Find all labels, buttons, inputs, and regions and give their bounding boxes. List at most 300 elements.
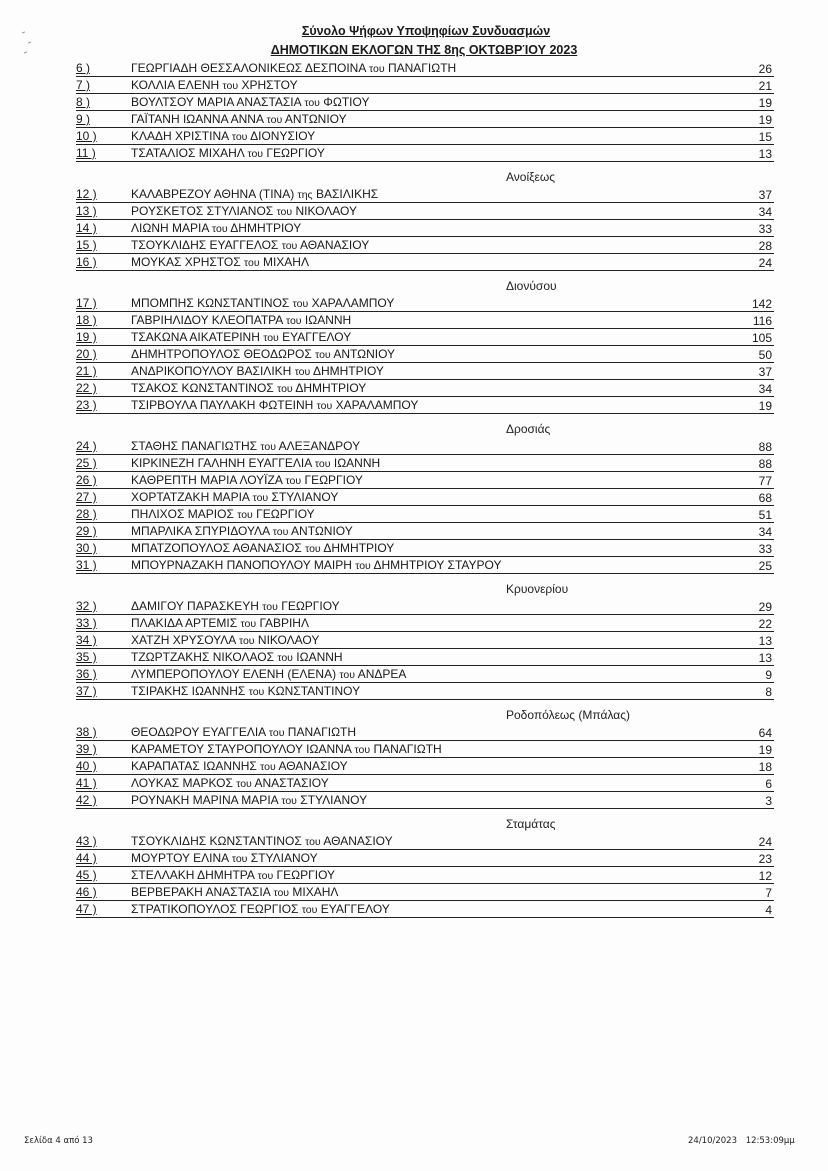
relation-word: του: [247, 148, 264, 160]
relation-word: του: [305, 836, 321, 848]
candidate-surname: ΤΣΙΡΑΚΗΣ ΙΩΑΝΝΗΣ: [131, 684, 246, 698]
table-row: [76, 489, 774, 506]
candidate-surname: ΚΙΡΚΙΝΕΖΗ ΓΑΛΗΝΗ ΕΥΑΓΓΕΛΙΑ: [131, 456, 312, 470]
vote-count: 105: [751, 331, 772, 345]
table-row: [76, 792, 774, 809]
candidate-name: [131, 220, 301, 238]
vote-count: 37: [758, 365, 772, 379]
candidate-surname: ΓΑΒΡΙΗΛΙΔΟΥ ΚΛΕΟΠΑΤΡΑ: [131, 313, 283, 327]
candidate-surname: ΚΑΛΑΒΡΕΖΟΥ ΑΘΗΝΑ (ΤΙΝΑ): [131, 187, 295, 201]
table-row: [76, 203, 774, 220]
parent-name: ΧΑΡΑΛΑΜΠΟΥ: [311, 296, 395, 310]
relation-word: του: [260, 441, 276, 453]
parent-name: ΣΤΥΛΙΑΝΟΥ: [250, 851, 318, 865]
vote-count: 34: [758, 205, 772, 219]
parent-name: ΜΙΧΑΗΛ: [292, 885, 339, 899]
table-row: [76, 77, 774, 94]
candidate-name: [131, 557, 501, 575]
parent-name: ΑΝΔΡΕΑ: [357, 667, 407, 681]
table-row: [76, 598, 774, 615]
candidate-surname: ΣΤΡΑΤΙΚΟΠΟΥΛΟΣ ΓΕΩΡΓΙΟΣ: [131, 902, 299, 916]
candidate-name: [131, 901, 390, 919]
row-number: 31 ): [76, 558, 97, 572]
vote-count: 24: [758, 835, 772, 849]
candidate-surname: ΤΣΑΚΟΣ ΚΩΝΣΤΑΝΤΙΝΟΣ: [131, 381, 274, 395]
relation-word: του: [257, 870, 274, 882]
table-row: [76, 295, 774, 312]
table-row: [76, 397, 774, 414]
row-number: 36 ): [76, 667, 97, 681]
candidate-name: [131, 540, 394, 558]
parent-name: ΠΑΝΑΓΙΩΤΗ: [373, 742, 442, 756]
candidate-surname: ΚΛΑΔΗ ΧΡΙΣΤΙΝΑ: [131, 129, 229, 143]
parent-name: ΣΤΥΛΙΑΝΟΥ: [300, 793, 368, 807]
vote-count: 29: [758, 600, 772, 614]
candidate-surname: ΤΖΩΡΤΖΑΚΗΣ ΝΙΚΟΛΑΟΣ: [131, 650, 274, 664]
table-row: [76, 346, 774, 363]
row-number: 44 ): [76, 851, 97, 865]
vote-count: 33: [758, 542, 772, 556]
relation-word: του: [301, 904, 318, 916]
candidate-surname: ΜΠΑΤΖΟΠΟΥΛΟΣ ΑΘΑΝΑΣΙΟΣ: [131, 541, 302, 555]
candidate-surname: ΑΝΔΡΙΚΟΠΟΥΛΟΥ ΒΑΣΙΛΙΚΗ: [131, 364, 292, 378]
vote-count: 12: [758, 869, 772, 883]
candidate-name: [131, 94, 369, 112]
vote-count: 8: [765, 685, 772, 699]
relation-word: του: [244, 257, 260, 269]
relation-word: του: [285, 475, 302, 487]
row-number: 7 ): [76, 78, 91, 92]
candidate-name: [131, 438, 360, 456]
candidate-name: [131, 506, 315, 524]
candidate-name: [131, 397, 418, 415]
section-header: Σταμάτας: [506, 817, 556, 831]
vote-count: 33: [758, 222, 772, 236]
candidate-surname: ΜΟΥΡΤΟΥ ΕΛΙΝΑ: [131, 851, 229, 865]
parent-name: ΑΛΕΞΑΝΔΡΟΥ: [278, 439, 361, 453]
relation-word: του: [248, 686, 265, 698]
parent-name: ΙΩΑΝΝΗ: [304, 313, 352, 327]
candidate-name: [131, 237, 369, 255]
table-row: [76, 60, 774, 77]
table-row: [76, 186, 774, 203]
candidate-name: [131, 346, 395, 364]
vote-count: 9: [765, 668, 772, 682]
vote-count: 4: [765, 903, 772, 917]
row-number: 12 ): [76, 187, 97, 201]
relation-word: του: [272, 526, 289, 538]
candidate-surname: ΚΟΛΛΙΑ ΕΛΕΝΗ: [131, 78, 220, 92]
row-number: 32 ): [76, 599, 97, 613]
candidate-surname: ΒΕΡΒΕΡΑΚΗ ΑΝΑΣΤΑΣΙΑ: [131, 885, 271, 899]
candidate-surname: ΓΕΩΡΓΙΑΔΗ ΘΕΣΣΑΛΟΝΙΚΕΩΣ ΔΕΣΠΟΙΝΑ: [131, 61, 366, 75]
row-number: 41 ): [76, 776, 97, 790]
candidate-surname: ΚΑΡΑΠΑΤΑΣ ΙΩΑΝΝΗΣ: [131, 759, 257, 773]
candidate-surname: ΒΟΥΛΤΣΟΥ ΜΑΡΙΑ ΑΝΑΣΤΑΣΙΑ: [131, 95, 301, 109]
relation-word: του: [305, 543, 321, 555]
vote-count: 68: [758, 491, 772, 505]
vote-count: 22: [758, 617, 772, 631]
row-number: 30 ): [76, 541, 97, 555]
table-row: [76, 94, 774, 111]
row-number: 42 ): [76, 793, 97, 807]
relation-word: του: [240, 618, 257, 630]
relation-word: του: [354, 744, 371, 756]
relation-word: του: [260, 761, 276, 773]
row-number: 28 ): [76, 507, 97, 521]
vote-count: 34: [758, 382, 772, 396]
relation-word: του: [277, 652, 293, 664]
row-number: 18 ): [76, 313, 97, 327]
candidate-name: [131, 758, 348, 776]
row-number: 19 ): [76, 330, 97, 344]
candidate-name: [131, 145, 325, 163]
parent-name: ΑΝΤΩΝΙΟΥ: [333, 347, 396, 361]
row-number: 23 ): [76, 398, 97, 412]
candidate-surname: ΠΗΛΙΧΟΣ ΜΑΡΙΟΣ: [131, 507, 234, 521]
relation-word: του: [231, 853, 248, 865]
relation-word: της: [297, 189, 313, 201]
table-row: [76, 649, 774, 666]
relation-word: του: [231, 131, 248, 143]
candidate-name: [131, 111, 347, 129]
candidate-surname: ΤΣΙΡΒΟΥΛΑ ΠΑΥΛΑΚΗ ΦΩΤΕΙΝΗ: [131, 398, 314, 412]
parent-name: ΒΑΣΙΛΙΚΗΣ: [315, 187, 379, 201]
parent-name: ΑΘΑΝΑΣΙΟΥ: [323, 834, 393, 848]
relation-word: του: [276, 206, 293, 218]
row-number: 14 ): [76, 221, 97, 235]
candidate-surname: ΛΙΩΝΗ ΜΑΡΙΑ: [131, 221, 209, 235]
relation-word: του: [262, 601, 278, 613]
vote-count: 116: [752, 314, 772, 328]
vote-count: 24: [758, 256, 772, 270]
row-number: 10 ): [76, 129, 97, 143]
row-number: 43 ): [76, 834, 97, 848]
candidate-surname: ΓΑΪΤΑΝΗ ΙΩΑΝΝΑ ΑΝΝΑ: [131, 112, 264, 126]
candidate-name: [131, 775, 329, 793]
row-number: 38 ): [76, 725, 97, 739]
table-row: [76, 220, 774, 237]
row-number: 16 ): [76, 255, 97, 269]
parent-name: ΠΑΝΑΓΙΩΤΗ: [387, 61, 457, 75]
table-row: [76, 666, 774, 683]
parent-name: ΓΕΩΡΓΙΟΥ: [276, 868, 336, 882]
row-number: 33 ): [76, 616, 97, 630]
row-number: 21 ): [76, 364, 97, 378]
relation-word: του: [252, 492, 269, 504]
candidate-surname: ΔΗΜΗΤΡΟΠΟΥΛΟΣ ΘΕΟΔΩΡΟΣ: [131, 347, 312, 361]
parent-name: ΦΩΤΙΟΥ: [323, 95, 370, 109]
vote-count: 21: [758, 79, 772, 93]
parent-name: ΙΩΑΝΝΗ: [333, 456, 381, 470]
relation-word: του: [273, 887, 290, 899]
candidate-name: [131, 666, 406, 684]
results-table: [76, 60, 774, 918]
parent-name: ΑΝΑΣΤΑΣΙΟΥ: [254, 776, 329, 790]
candidate-surname: ΣΤΑΘΗΣ ΠΑΝΑΓΙΩΤΗΣ: [131, 439, 258, 453]
row-number: 15 ): [76, 238, 97, 252]
parent-name: ΓΑΒΡΙΗΛ: [259, 616, 309, 630]
row-number: 45 ): [76, 868, 97, 882]
vote-count: 28: [758, 239, 772, 253]
table-row: [76, 867, 774, 884]
parent-name: ΑΝΤΩΝΙΟΥ: [284, 112, 347, 126]
table-row: [76, 506, 774, 523]
vote-count: 3: [765, 794, 772, 808]
parent-name: ΓΕΩΡΓΙΟΥ: [266, 146, 325, 160]
row-number: 39 ): [76, 742, 97, 756]
parent-name: ΑΘΑΝΑΣΙΟΥ: [278, 759, 348, 773]
candidate-name: [131, 884, 338, 902]
vote-count: 25: [758, 559, 772, 573]
row-number: 34 ): [76, 633, 97, 647]
relation-word: του: [315, 349, 331, 361]
row-number: 46 ): [76, 885, 97, 899]
table-row: [76, 312, 774, 329]
candidate-surname: ΜΠΟΜΠΗΣ ΚΩΝΣΤΑΝΤΙΝΟΣ: [131, 296, 290, 310]
row-number: 17 ): [76, 296, 97, 310]
row-number: 26 ): [76, 473, 97, 487]
relation-word: του: [294, 366, 311, 378]
table-row: [76, 329, 774, 346]
vote-count: 26: [758, 62, 772, 76]
vote-count: 19: [758, 399, 772, 413]
candidate-surname: ΤΣΟΥΚΛΙΔΗΣ ΕΥΑΓΓΕΛΟΣ: [131, 238, 279, 252]
print-timestamp: [688, 1136, 795, 1146]
candidate-surname: ΡΟΥΝΑΚΗ ΜΑΡΙΝΑ ΜΑΡΙΑ: [131, 793, 278, 807]
table-row: [76, 455, 774, 472]
document-subtitle: ΔΗΜΟΤΙΚΩΝ ΕΚΛΟΓΩΝ ΤΗΣ 8ης ΟΚΤΩΒΡΊΟΥ 2023: [270, 43, 578, 57]
table-row: [76, 615, 774, 632]
vote-count: 50: [758, 348, 772, 362]
candidate-surname: ΧΑΤΖΗ ΧΡΥΣΟΥΛΑ: [131, 633, 236, 647]
parent-name: ΚΩΝΣΤΑΝΤΙΝΟΥ: [267, 684, 361, 698]
candidate-name: [131, 833, 393, 851]
table-row: [76, 540, 774, 557]
parent-name: ΑΘΑΝΑΣΙΟΥ: [299, 238, 370, 252]
candidate-surname: ΚΑΡΑΜΕΤΟΥ ΣΤΑΥΡΟΠΟΥΛΟΥ ΙΩΑΝΝΑ: [131, 742, 352, 756]
relation-word: του: [212, 223, 228, 235]
section-header: Ανοίξεως: [506, 170, 556, 184]
row-number: 22 ): [76, 381, 97, 395]
section-header: Δροσιάς: [506, 422, 551, 436]
candidate-surname: ΧΟΡΤΑΤΖΑΚΗ ΜΑΡΙΑ: [131, 490, 250, 504]
table-row: [76, 237, 774, 254]
vote-count: 18: [758, 760, 772, 774]
section-header: Ροδοπόλεως (Μπάλας): [506, 708, 630, 722]
relation-word: του: [281, 240, 298, 252]
candidate-surname: ΛΥΜΠΕΡΟΠΟΥΛΟΥ ΕΛΕΝΗ (ΕΛΕΝΑ): [131, 667, 337, 681]
candidate-name: [131, 724, 356, 742]
candidate-name: [131, 850, 318, 868]
section-header: Διονύσου: [506, 279, 557, 293]
candidate-surname: ΜΟΥΚΑΣ ΧΡΗΣΤΟΣ: [131, 255, 241, 269]
vote-count: 13: [758, 651, 772, 665]
document-title: Σύνολο Ψήφων Υποψηφίων Συνδυασμών: [301, 24, 551, 38]
candidate-surname: ΔΑΜΙΓΟΥ ΠΑΡΑΣΚΕΥΗ: [131, 599, 259, 613]
row-number: 29 ): [76, 524, 97, 538]
candidate-name: [131, 254, 309, 272]
candidate-surname: ΜΠΑΡΛΙΚΑ ΣΠΥΡΙΔΟΥΛΑ: [131, 524, 270, 538]
row-number: 37 ): [76, 684, 97, 698]
candidate-name: [131, 683, 360, 701]
table-row: [76, 758, 774, 775]
table-row: [76, 472, 774, 489]
candidate-name: [131, 792, 367, 810]
candidate-name: [131, 598, 340, 616]
relation-word: του: [277, 383, 293, 395]
candidate-surname: ΠΛΑΚΙΔΑ ΑΡΤΕΜΙΣ: [131, 616, 238, 630]
relation-word: του: [316, 400, 333, 412]
relation-word: του: [281, 795, 297, 807]
candidate-surname: ΘΕΟΔΩΡΟΥ ΕΥΑΓΓΕΛΙΑ: [131, 725, 266, 739]
parent-name: ΧΡΗΣΤΟΥ: [241, 78, 298, 92]
parent-name: ΜΙΧΑΗΛ: [262, 255, 309, 269]
parent-name: ΝΙΚΟΛΑΟΥ: [295, 204, 357, 218]
table-row: [76, 438, 774, 455]
candidate-surname: ΡΟΥΣΚΕΤΟΣ ΣΤΥΛΙΑΝΟΣ: [131, 204, 274, 218]
candidate-name: [131, 523, 353, 541]
candidate-name: [131, 312, 351, 330]
table-row: [76, 111, 774, 128]
vote-count: 88: [758, 440, 772, 454]
row-number: 6 ): [76, 61, 91, 75]
table-row: [76, 632, 774, 649]
parent-name: ΠΑΝΑΓΙΩΤΗ: [287, 725, 357, 739]
row-number: 25 ): [76, 456, 97, 470]
table-row: [76, 254, 774, 271]
table-row: [76, 683, 774, 700]
relation-word: του: [292, 298, 309, 310]
table-row: [76, 523, 774, 540]
vote-count: 64: [758, 726, 772, 740]
relation-word: του: [339, 669, 356, 681]
relation-word: του: [222, 80, 239, 92]
table-row: [76, 380, 774, 397]
row-number: 24 ): [76, 439, 97, 453]
row-number: 40 ): [76, 759, 97, 773]
parent-name: ΧΑΡΑΛΑΜΠΟΥ: [335, 398, 419, 412]
parent-name: ΔΙΟΝΥΣΙΟΥ: [250, 129, 316, 143]
row-number: 13 ): [76, 204, 97, 218]
candidate-name: [131, 380, 366, 398]
relation-word: του: [304, 97, 320, 109]
candidate-name: [131, 489, 338, 507]
print-time: 12:53:09μμ: [745, 1136, 795, 1146]
print-date: 24/10/2023: [688, 1136, 737, 1146]
vote-count: 88: [758, 457, 772, 471]
relation-word: του: [355, 560, 371, 572]
row-number: 27 ): [76, 490, 97, 504]
candidate-surname: ΤΣΑΤΑΛΙΟΣ ΜΙΧΑΗΛ: [131, 146, 245, 160]
table-row: [76, 363, 774, 380]
section-header: Κρυονερίου: [506, 582, 569, 596]
candidate-name: [131, 77, 298, 95]
parent-name: ΑΝΤΩΝΙΟΥ: [291, 524, 353, 538]
vote-count: 19: [758, 113, 772, 127]
row-number: 47 ): [76, 902, 97, 916]
candidate-name: [131, 649, 343, 667]
vote-count: 7: [765, 886, 772, 900]
row-number: 9 ): [76, 112, 91, 126]
candidate-name: [131, 128, 315, 146]
relation-word: του: [236, 778, 252, 790]
table-row: [76, 775, 774, 792]
vote-count: 23: [758, 852, 772, 866]
parent-name: ΓΕΩΡΓΙΟΥ: [281, 599, 340, 613]
parent-name: ΔΗΜΗΤΡΙΟΥ: [295, 381, 367, 395]
candidate-surname: ΚΑΘΡΕΠΤΗ ΜΑΡΙΑ ΛΟΥΪΖΑ: [131, 473, 283, 487]
row-number: 20 ): [76, 347, 97, 361]
vote-count: 37: [758, 188, 772, 202]
candidate-name: [131, 60, 456, 78]
table-row: [76, 557, 774, 574]
parent-name: ΔΗΜΗΤΡΙΟΥ: [312, 364, 384, 378]
row-number: 11 ): [76, 146, 96, 160]
candidate-surname: ΤΣΟΥΚΛΙΔΗΣ ΚΩΝΣΤΑΝΤΙΝΟΣ: [131, 834, 302, 848]
candidate-name: [131, 363, 384, 381]
parent-name: ΙΩΑΝΝΗ: [296, 650, 343, 664]
candidate-name: [131, 203, 357, 221]
table-row: [76, 901, 774, 918]
vote-count: 142: [751, 297, 772, 311]
parent-name: ΕΥΑΓΓΕΛΟΥ: [282, 330, 352, 344]
parent-name: ΔΗΜΗΤΡΙΟΥ: [323, 541, 395, 555]
candidate-surname: ΛΟΥΚΑΣ ΜΑΡΚΟΣ: [131, 776, 233, 790]
vote-count: 15: [758, 130, 772, 144]
table-row: [76, 884, 774, 901]
candidate-name: [131, 186, 378, 204]
relation-word: του: [369, 63, 385, 75]
candidate-name: [131, 329, 351, 347]
candidate-surname: ΜΠΟΥΡΝΑΖΑΚΗ ΠΑΝΟΠΟΥΛΟΥ ΜΑΙΡΗ: [131, 558, 352, 572]
table-row: [76, 833, 774, 850]
vote-count: 19: [758, 96, 772, 110]
parent-name: ΓΕΩΡΓΙΟΥ: [304, 473, 363, 487]
parent-name: ΕΥΑΓΓΕΛΟΥ: [320, 902, 390, 916]
relation-word: του: [285, 315, 302, 327]
table-row: [76, 145, 774, 162]
parent-name: ΣΤΥΛΙΑΝΟΥ: [271, 490, 339, 504]
vote-count: 77: [758, 474, 772, 488]
candidate-surname: ΤΣΑΚΩΝΑ ΑΙΚΑΤΕΡΙΝΗ: [131, 330, 260, 344]
table-row: [76, 850, 774, 867]
vote-count: 6: [765, 777, 772, 791]
vote-count: 19: [758, 743, 772, 757]
page-number: Σελίδα 4 από 13: [24, 1136, 93, 1146]
relation-word: του: [238, 635, 255, 647]
candidate-name: [131, 867, 335, 885]
vote-count: 51: [758, 508, 772, 522]
candidate-name: [131, 455, 380, 473]
relation-word: του: [266, 114, 283, 126]
parent-name: ΔΗΜΗΤΡΙΟΥ ΣΤΑΥΡΟΥ: [373, 558, 502, 572]
candidate-name: [131, 632, 319, 650]
parent-name: ΔΗΜΗΤΡΙΟΥ: [230, 221, 302, 235]
candidate-surname: ΣΤΕΛΛΑΚΗ ΔΗΜΗΤΡΑ: [131, 868, 255, 882]
candidate-name: [131, 472, 363, 490]
vote-count: 13: [758, 147, 772, 161]
vote-count: 34: [758, 525, 772, 539]
vote-count: 13: [758, 634, 772, 648]
candidate-name: [131, 615, 309, 633]
parent-name: ΓΕΩΡΓΙΟΥ: [256, 507, 315, 521]
relation-word: του: [314, 458, 331, 470]
table-row: [76, 128, 774, 145]
row-number: 35 ): [76, 650, 97, 664]
relation-word: του: [268, 727, 285, 739]
table-row: [76, 741, 774, 758]
